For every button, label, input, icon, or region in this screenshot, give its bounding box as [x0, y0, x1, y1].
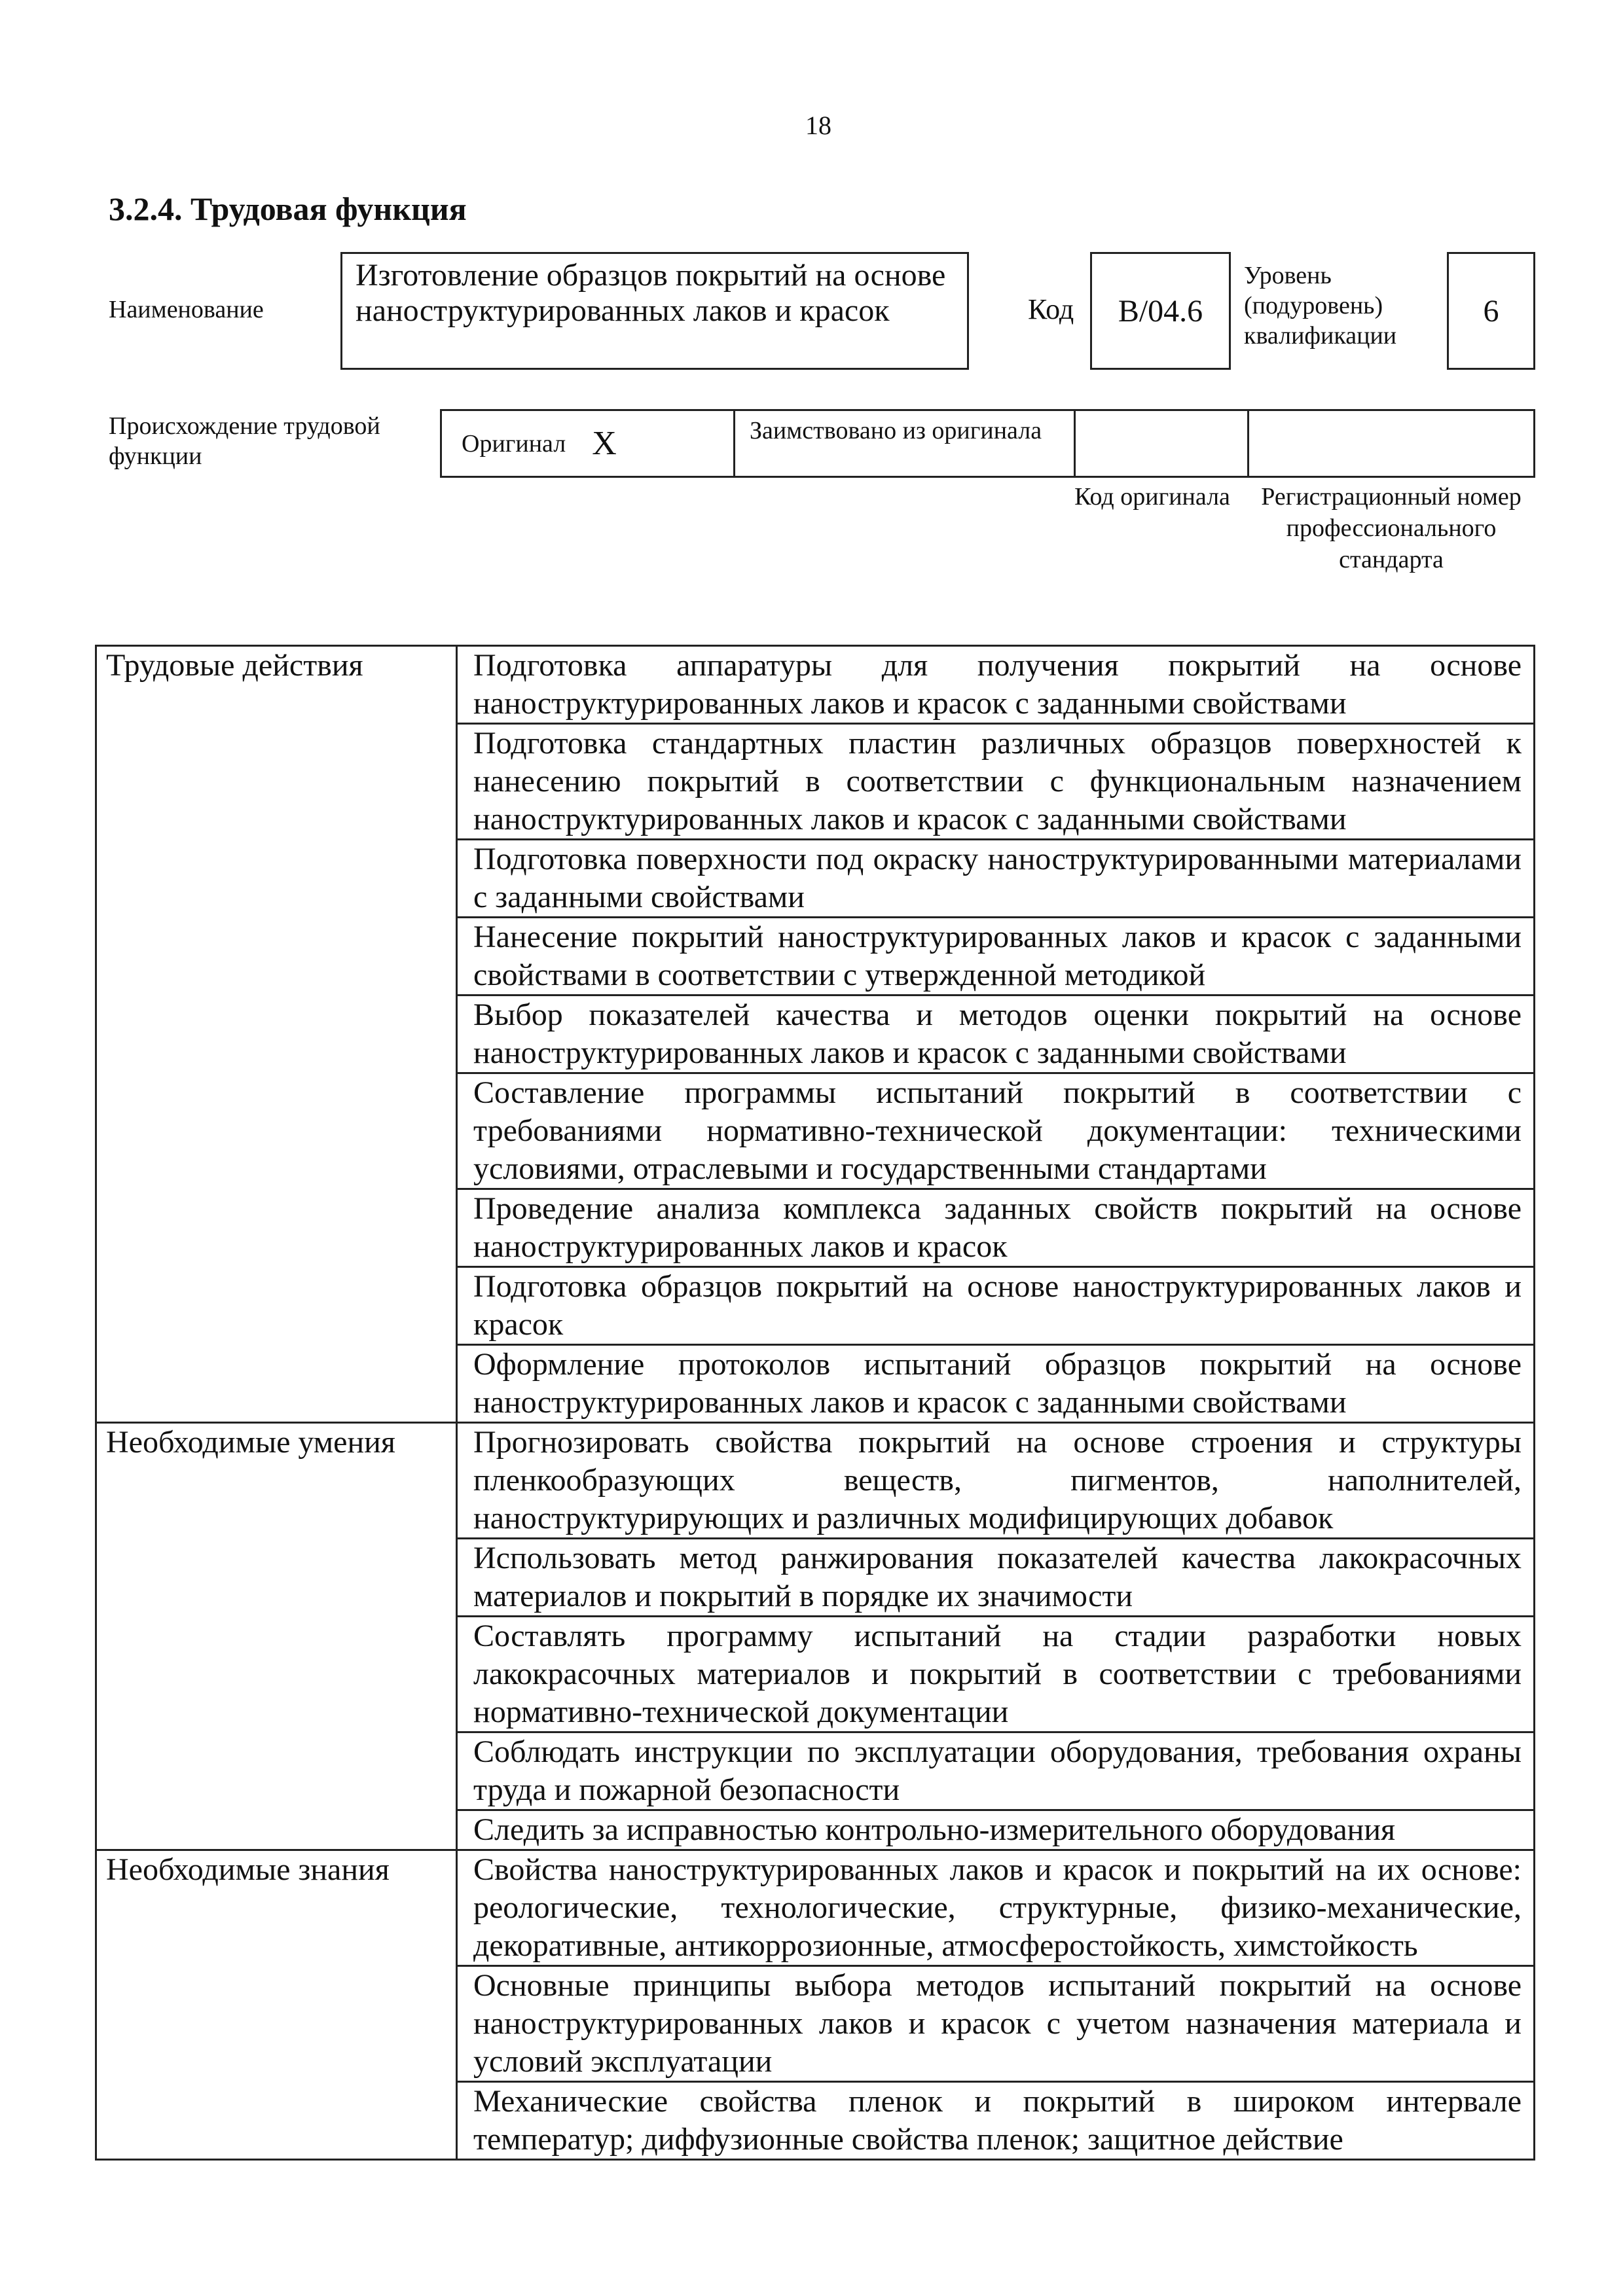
list-item: Использовать метод ранжирования показателей качества лакокрасочных материалов и покрытий в порядке их значимости — [457, 1539, 1535, 1617]
list-item: Основные принципы выбора методов испытаний покрытий на основе наноструктурированных лаков и красок с учетом назначения материала и условий эксплуатации — [457, 1966, 1535, 2082]
original-mark: X — [592, 425, 617, 462]
level-value-box: 6 — [1447, 252, 1535, 370]
original-label: Оригинал — [462, 429, 566, 457]
code-value-box: B/04.6 — [1090, 252, 1231, 370]
list-item: Подготовка поверхности под окраску наноструктурированными материалами с заданными свойствами — [457, 840, 1535, 918]
function-name-box: Изготовление образцов покрытий на основе наноструктурированных лаков и красок — [340, 252, 969, 370]
section-heading: 3.2.4. Трудовая функция — [109, 190, 467, 227]
list-item: Составление программы испытаний покрытий в соответствии с требованиями нормативно-технической документации: техническими условиями, отраслевыми и государственными стандартами — [457, 1073, 1535, 1189]
list-item: Прогнозировать свойства покрытий на основе строения и структуры пленкообразующих веществ, пигментов, наполнителей, наноструктурирующих и различных модифицирующих добавок — [457, 1423, 1535, 1539]
name-label: Наименование — [109, 296, 264, 323]
function-table — [95, 645, 1535, 2161]
code-label: Код — [1028, 293, 1074, 325]
caption-reg-number: Регистрационный номер профессионального стандарта — [1261, 483, 1522, 573]
list-item: Механические свойства пленок и покрытий в широком интервале температур; диффузионные свойства пленок; защитное действие — [457, 2082, 1535, 2160]
origin-original-cell — [442, 411, 735, 476]
origin-table — [440, 409, 1535, 478]
section-label-actions: Трудовые действия — [96, 646, 457, 1423]
origin-borrowed-cell: Заимствовано из оригинала — [735, 411, 1076, 476]
level-label: Уровень (подуровень) квалификации — [1244, 262, 1397, 350]
list-item: Проведение анализа комплекса заданных свойств покрытий на основе наноструктурированных лаков и красок — [457, 1189, 1535, 1267]
caption-code-original: Код оригинала — [1074, 483, 1230, 511]
list-item: Следить за исправностью контрольно-измерительного оборудования — [457, 1810, 1535, 1850]
origin-code-cell — [1076, 411, 1249, 476]
list-item: Подготовка аппаратуры для получения покрытий на основе наноструктурированных лаков и красок с заданными свойствами — [457, 646, 1535, 724]
list-item: Выбор показателей качества и методов оценки покрытий на основе наноструктурированных лаков и красок с заданными свойствами — [457, 996, 1535, 1073]
list-item: Подготовка стандартных пластин различных образцов поверхностей к нанесению покрытий в соответствии с функциональным назначением наноструктурированных лаков и красок с заданными свойствами — [457, 724, 1535, 840]
origin-reg-number-cell — [1249, 411, 1533, 476]
list-item: Оформление протоколов испытаний образцов покрытий на основе наноструктурированных лаков и красок с заданными свойствами — [457, 1345, 1535, 1423]
section-label-knowledge: Необходимые знания — [96, 1850, 457, 2160]
list-item: Свойства наноструктурированных лаков и красок и покрытий на их основе: реологические, технологические, структурные, физико-механические, декоративные, антикоррозионные, атмосферостойкость, химстойкость — [457, 1850, 1535, 1966]
list-item: Нанесение покрытий наноструктурированных лаков и красок с заданными свойствами в соответствии с утвержденной методикой — [457, 918, 1535, 996]
list-item: Составлять программу испытаний на стадии разработки новых лакокрасочных материалов и покрытий в соответствии с требованиями нормативно-технической документации — [457, 1617, 1535, 1732]
section-label-skills: Необходимые умения — [96, 1423, 457, 1850]
origin-label: Происхождение трудовой функции — [109, 412, 380, 470]
page-number: 18 — [805, 111, 831, 140]
list-item: Соблюдать инструкции по эксплуатации оборудования, требования охраны труда и пожарной безопасности — [457, 1732, 1535, 1810]
list-item: Подготовка образцов покрытий на основе наноструктурированных лаков и красок — [457, 1267, 1535, 1345]
